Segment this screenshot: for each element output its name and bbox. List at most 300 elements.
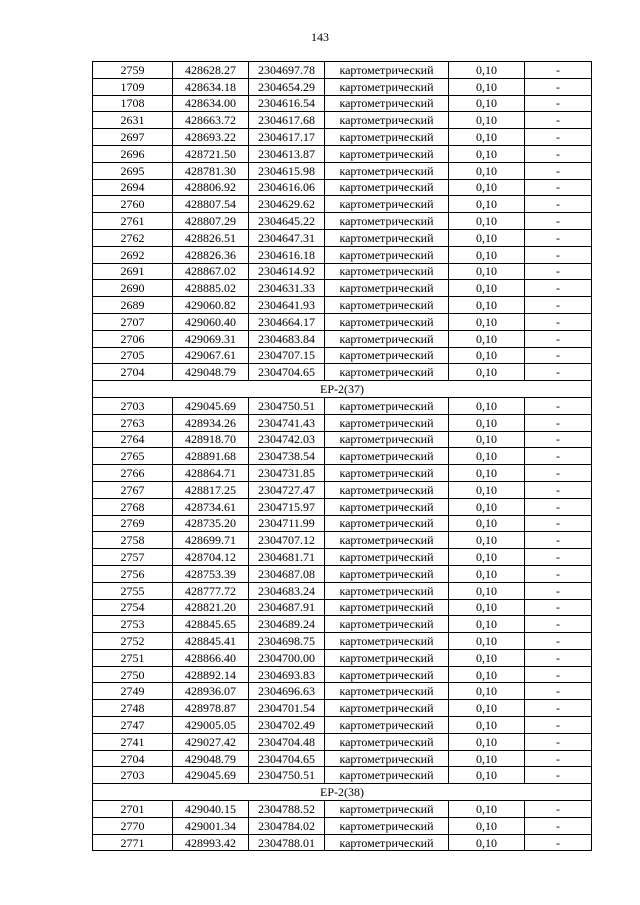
x-coordinate-cell: 428821.20	[173, 599, 249, 616]
x-coordinate-cell: 428721.50	[173, 145, 249, 162]
description-cell: -	[525, 565, 592, 582]
y-coordinate-cell: 2304687.08	[249, 565, 325, 582]
y-coordinate-cell: 2304788.52	[249, 801, 325, 818]
description-cell: -	[525, 414, 592, 431]
method-cell: картометрический	[325, 196, 449, 213]
table-row	[93, 750, 592, 767]
description-cell: -	[525, 448, 592, 465]
point-id-cell: 2706	[93, 330, 173, 347]
method-cell: картометрический	[325, 213, 449, 230]
x-coordinate-cell: 428634.00	[173, 95, 249, 112]
y-coordinate-cell: 2304742.03	[249, 431, 325, 448]
accuracy-cell: 0,10	[449, 414, 525, 431]
y-coordinate-cell: 2304617.17	[249, 129, 325, 146]
x-coordinate-cell: 429048.79	[173, 750, 249, 767]
description-cell: -	[525, 515, 592, 532]
table-row	[93, 330, 592, 347]
x-coordinate-cell: 428699.71	[173, 532, 249, 549]
description-cell: -	[525, 767, 592, 784]
section-header-row	[93, 784, 592, 801]
x-coordinate-cell: 428807.54	[173, 196, 249, 213]
description-cell: -	[525, 616, 592, 633]
point-id-cell: 2763	[93, 414, 173, 431]
point-id-cell: 2760	[93, 196, 173, 213]
x-coordinate-cell: 428693.22	[173, 129, 249, 146]
method-cell: картометрический	[325, 229, 449, 246]
y-coordinate-cell: 2304704.65	[249, 750, 325, 767]
y-coordinate-cell: 2304647.31	[249, 229, 325, 246]
section-title: ЕР-2(38)	[93, 784, 592, 801]
accuracy-cell: 0,10	[449, 481, 525, 498]
description-cell: -	[525, 733, 592, 750]
method-cell: картометрический	[325, 280, 449, 297]
y-coordinate-cell: 2304616.18	[249, 246, 325, 263]
x-coordinate-cell: 429001.34	[173, 817, 249, 834]
table-row	[93, 498, 592, 515]
description-cell: -	[525, 78, 592, 95]
y-coordinate-cell: 2304629.62	[249, 196, 325, 213]
description-cell: -	[525, 179, 592, 196]
table-row	[93, 465, 592, 482]
accuracy-cell: 0,10	[449, 297, 525, 314]
coordinates-table-body	[93, 62, 592, 851]
x-coordinate-cell: 429045.69	[173, 767, 249, 784]
x-coordinate-cell: 429060.40	[173, 313, 249, 330]
x-coordinate-cell: 428845.41	[173, 633, 249, 650]
table-row	[93, 717, 592, 734]
method-cell: картометрический	[325, 297, 449, 314]
x-coordinate-cell: 429067.61	[173, 347, 249, 364]
method-cell: картометрический	[325, 465, 449, 482]
y-coordinate-cell: 2304645.22	[249, 213, 325, 230]
accuracy-cell: 0,10	[449, 229, 525, 246]
table-row	[93, 364, 592, 381]
point-id-cell: 2758	[93, 532, 173, 549]
point-id-cell: 2759	[93, 62, 173, 79]
table-row	[93, 414, 592, 431]
x-coordinate-cell: 428735.20	[173, 515, 249, 532]
method-cell: картометрический	[325, 767, 449, 784]
description-cell: -	[525, 112, 592, 129]
accuracy-cell: 0,10	[449, 330, 525, 347]
method-cell: картометрический	[325, 145, 449, 162]
y-coordinate-cell: 2304696.63	[249, 683, 325, 700]
description-cell: -	[525, 145, 592, 162]
point-id-cell: 2751	[93, 649, 173, 666]
x-coordinate-cell: 428704.12	[173, 549, 249, 566]
table-row	[93, 549, 592, 566]
method-cell: картометрический	[325, 62, 449, 79]
description-cell: -	[525, 700, 592, 717]
description-cell: -	[525, 582, 592, 599]
accuracy-cell: 0,10	[449, 750, 525, 767]
x-coordinate-cell: 428826.36	[173, 246, 249, 263]
x-coordinate-cell: 428885.02	[173, 280, 249, 297]
description-cell: -	[525, 599, 592, 616]
x-coordinate-cell: 428817.25	[173, 481, 249, 498]
x-coordinate-cell: 428826.51	[173, 229, 249, 246]
point-id-cell: 2770	[93, 817, 173, 834]
y-coordinate-cell: 2304707.15	[249, 347, 325, 364]
accuracy-cell: 0,10	[449, 498, 525, 515]
point-id-cell: 1709	[93, 78, 173, 95]
accuracy-cell: 0,10	[449, 95, 525, 112]
method-cell: картометрический	[325, 666, 449, 683]
table-row	[93, 78, 592, 95]
description-cell: -	[525, 465, 592, 482]
table-row	[93, 801, 592, 818]
method-cell: картометрический	[325, 683, 449, 700]
y-coordinate-cell: 2304613.87	[249, 145, 325, 162]
x-coordinate-cell: 429040.15	[173, 801, 249, 818]
table-row	[93, 616, 592, 633]
method-cell: картометрический	[325, 162, 449, 179]
y-coordinate-cell: 2304727.47	[249, 481, 325, 498]
point-id-cell: 2741	[93, 733, 173, 750]
table-row	[93, 649, 592, 666]
table-row	[93, 431, 592, 448]
accuracy-cell: 0,10	[449, 767, 525, 784]
accuracy-cell: 0,10	[449, 700, 525, 717]
table-row	[93, 633, 592, 650]
accuracy-cell: 0,10	[449, 280, 525, 297]
point-id-cell: 2748	[93, 700, 173, 717]
description-cell: -	[525, 717, 592, 734]
x-coordinate-cell: 429027.42	[173, 733, 249, 750]
method-cell: картометрический	[325, 129, 449, 146]
accuracy-cell: 0,10	[449, 616, 525, 633]
point-id-cell: 2765	[93, 448, 173, 465]
y-coordinate-cell: 2304616.54	[249, 95, 325, 112]
accuracy-cell: 0,10	[449, 78, 525, 95]
accuracy-cell: 0,10	[449, 246, 525, 263]
method-cell: картометрический	[325, 817, 449, 834]
x-coordinate-cell: 429005.05	[173, 717, 249, 734]
x-coordinate-cell: 428866.40	[173, 649, 249, 666]
accuracy-cell: 0,10	[449, 145, 525, 162]
accuracy-cell: 0,10	[449, 313, 525, 330]
x-coordinate-cell: 429048.79	[173, 364, 249, 381]
method-cell: картометрический	[325, 397, 449, 414]
method-cell: картометрический	[325, 179, 449, 196]
description-cell: -	[525, 666, 592, 683]
method-cell: картометрический	[325, 733, 449, 750]
x-coordinate-cell: 429045.69	[173, 397, 249, 414]
method-cell: картометрический	[325, 582, 449, 599]
point-id-cell: 2762	[93, 229, 173, 246]
table-row	[93, 112, 592, 129]
table-row	[93, 515, 592, 532]
accuracy-cell: 0,10	[449, 582, 525, 599]
table-row	[93, 347, 592, 364]
point-id-cell: 2767	[93, 481, 173, 498]
table-row	[93, 179, 592, 196]
table-row	[93, 733, 592, 750]
description-cell: -	[525, 129, 592, 146]
point-id-cell: 2707	[93, 313, 173, 330]
description-cell: -	[525, 397, 592, 414]
accuracy-cell: 0,10	[449, 633, 525, 650]
table-row	[93, 162, 592, 179]
y-coordinate-cell: 2304707.12	[249, 532, 325, 549]
point-id-cell: 2696	[93, 145, 173, 162]
description-cell: -	[525, 229, 592, 246]
method-cell: картометрический	[325, 313, 449, 330]
table-row	[93, 599, 592, 616]
point-id-cell: 2755	[93, 582, 173, 599]
point-id-cell: 2691	[93, 263, 173, 280]
y-coordinate-cell: 2304784.02	[249, 817, 325, 834]
point-id-cell: 2703	[93, 767, 173, 784]
point-id-cell: 2701	[93, 801, 173, 818]
point-id-cell: 2689	[93, 297, 173, 314]
description-cell: -	[525, 162, 592, 179]
x-coordinate-cell: 428934.26	[173, 414, 249, 431]
section-title: ЕР-2(37)	[93, 381, 592, 398]
accuracy-cell: 0,10	[449, 129, 525, 146]
method-cell: картометрический	[325, 112, 449, 129]
method-cell: картометрический	[325, 414, 449, 431]
point-id-cell: 2703	[93, 397, 173, 414]
accuracy-cell: 0,10	[449, 817, 525, 834]
table-row	[93, 565, 592, 582]
description-cell: -	[525, 297, 592, 314]
y-coordinate-cell: 2304700.00	[249, 649, 325, 666]
x-coordinate-cell: 428777.72	[173, 582, 249, 599]
x-coordinate-cell: 428845.65	[173, 616, 249, 633]
coordinates-table	[92, 61, 592, 851]
method-cell: картометрический	[325, 565, 449, 582]
y-coordinate-cell: 2304750.51	[249, 397, 325, 414]
y-coordinate-cell: 2304741.43	[249, 414, 325, 431]
method-cell: картометрический	[325, 532, 449, 549]
description-cell: -	[525, 263, 592, 280]
point-id-cell: 2756	[93, 565, 173, 582]
point-id-cell: 2692	[93, 246, 173, 263]
table-row	[93, 213, 592, 230]
table-row	[93, 817, 592, 834]
y-coordinate-cell: 2304641.93	[249, 297, 325, 314]
accuracy-cell: 0,10	[449, 565, 525, 582]
method-cell: картометрический	[325, 330, 449, 347]
point-id-cell: 2771	[93, 834, 173, 851]
method-cell: картометрический	[325, 801, 449, 818]
x-coordinate-cell: 428663.72	[173, 112, 249, 129]
x-coordinate-cell: 428864.71	[173, 465, 249, 482]
method-cell: картометрический	[325, 717, 449, 734]
section-header-row	[93, 381, 592, 398]
method-cell: картометрический	[325, 633, 449, 650]
description-cell: -	[525, 649, 592, 666]
point-id-cell: 2761	[93, 213, 173, 230]
point-id-cell: 2757	[93, 549, 173, 566]
y-coordinate-cell: 2304616.06	[249, 179, 325, 196]
y-coordinate-cell: 2304693.83	[249, 666, 325, 683]
point-id-cell: 2704	[93, 364, 173, 381]
description-cell: -	[525, 683, 592, 700]
accuracy-cell: 0,10	[449, 263, 525, 280]
x-coordinate-cell: 428781.30	[173, 162, 249, 179]
y-coordinate-cell: 2304702.49	[249, 717, 325, 734]
point-id-cell: 2704	[93, 750, 173, 767]
y-coordinate-cell: 2304698.75	[249, 633, 325, 650]
table-row	[93, 95, 592, 112]
point-id-cell: 2690	[93, 280, 173, 297]
table-row	[93, 313, 592, 330]
y-coordinate-cell: 2304687.91	[249, 599, 325, 616]
x-coordinate-cell: 429069.31	[173, 330, 249, 347]
y-coordinate-cell: 2304701.54	[249, 700, 325, 717]
table-row	[93, 263, 592, 280]
description-cell: -	[525, 347, 592, 364]
page-number: 143	[311, 30, 329, 44]
method-cell: картометрический	[325, 549, 449, 566]
point-id-cell: 2754	[93, 599, 173, 616]
y-coordinate-cell: 2304788.01	[249, 834, 325, 851]
point-id-cell: 2764	[93, 431, 173, 448]
table-row	[93, 700, 592, 717]
accuracy-cell: 0,10	[449, 599, 525, 616]
accuracy-cell: 0,10	[449, 196, 525, 213]
table-row	[93, 834, 592, 851]
y-coordinate-cell: 2304683.24	[249, 582, 325, 599]
table-row	[93, 280, 592, 297]
point-id-cell: 2695	[93, 162, 173, 179]
description-cell: -	[525, 817, 592, 834]
method-cell: картометрический	[325, 599, 449, 616]
point-id-cell: 2768	[93, 498, 173, 515]
y-coordinate-cell: 2304711.99	[249, 515, 325, 532]
table-row	[93, 481, 592, 498]
method-cell: картометрический	[325, 263, 449, 280]
method-cell: картометрический	[325, 834, 449, 851]
table-row	[93, 246, 592, 263]
method-cell: картометрический	[325, 95, 449, 112]
x-coordinate-cell: 428807.29	[173, 213, 249, 230]
point-id-cell: 2631	[93, 112, 173, 129]
y-coordinate-cell: 2304715.97	[249, 498, 325, 515]
accuracy-cell: 0,10	[449, 364, 525, 381]
method-cell: картометрический	[325, 431, 449, 448]
table-row	[93, 448, 592, 465]
x-coordinate-cell: 428993.42	[173, 834, 249, 851]
method-cell: картометрический	[325, 448, 449, 465]
point-id-cell: 2769	[93, 515, 173, 532]
description-cell: -	[525, 801, 592, 818]
description-cell: -	[525, 313, 592, 330]
method-cell: картометрический	[325, 481, 449, 498]
accuracy-cell: 0,10	[449, 62, 525, 79]
x-coordinate-cell: 428634.18	[173, 78, 249, 95]
description-cell: -	[525, 364, 592, 381]
accuracy-cell: 0,10	[449, 465, 525, 482]
description-cell: -	[525, 532, 592, 549]
accuracy-cell: 0,10	[449, 801, 525, 818]
method-cell: картометрический	[325, 616, 449, 633]
table-row	[93, 767, 592, 784]
table-row	[93, 145, 592, 162]
x-coordinate-cell: 428753.39	[173, 565, 249, 582]
method-cell: картометрический	[325, 498, 449, 515]
table-row	[93, 62, 592, 79]
description-cell: -	[525, 431, 592, 448]
y-coordinate-cell: 2304683.84	[249, 330, 325, 347]
method-cell: картометрический	[325, 750, 449, 767]
table-row	[93, 532, 592, 549]
table-row	[93, 666, 592, 683]
accuracy-cell: 0,10	[449, 683, 525, 700]
method-cell: картометрический	[325, 246, 449, 263]
y-coordinate-cell: 2304614.92	[249, 263, 325, 280]
point-id-cell: 2752	[93, 633, 173, 650]
point-id-cell: 1708	[93, 95, 173, 112]
description-cell: -	[525, 196, 592, 213]
x-coordinate-cell: 428936.07	[173, 683, 249, 700]
x-coordinate-cell: 428867.02	[173, 263, 249, 280]
x-coordinate-cell: 428918.70	[173, 431, 249, 448]
accuracy-cell: 0,10	[449, 397, 525, 414]
point-id-cell: 2749	[93, 683, 173, 700]
x-coordinate-cell: 428891.68	[173, 448, 249, 465]
point-id-cell: 2705	[93, 347, 173, 364]
accuracy-cell: 0,10	[449, 649, 525, 666]
y-coordinate-cell: 2304664.17	[249, 313, 325, 330]
accuracy-cell: 0,10	[449, 733, 525, 750]
table-row	[93, 582, 592, 599]
description-cell: -	[525, 62, 592, 79]
description-cell: -	[525, 213, 592, 230]
accuracy-cell: 0,10	[449, 431, 525, 448]
table-row	[93, 683, 592, 700]
description-cell: -	[525, 498, 592, 515]
y-coordinate-cell: 2304738.54	[249, 448, 325, 465]
method-cell: картометрический	[325, 649, 449, 666]
table-row	[93, 196, 592, 213]
description-cell: -	[525, 750, 592, 767]
point-id-cell: 2694	[93, 179, 173, 196]
description-cell: -	[525, 330, 592, 347]
accuracy-cell: 0,10	[449, 347, 525, 364]
x-coordinate-cell: 428734.61	[173, 498, 249, 515]
table-row	[93, 129, 592, 146]
y-coordinate-cell: 2304615.98	[249, 162, 325, 179]
description-cell: -	[525, 95, 592, 112]
description-cell: -	[525, 549, 592, 566]
method-cell: картометрический	[325, 364, 449, 381]
y-coordinate-cell: 2304681.71	[249, 549, 325, 566]
table-row	[93, 297, 592, 314]
accuracy-cell: 0,10	[449, 179, 525, 196]
accuracy-cell: 0,10	[449, 834, 525, 851]
description-cell: -	[525, 633, 592, 650]
y-coordinate-cell: 2304689.24	[249, 616, 325, 633]
method-cell: картометрический	[325, 515, 449, 532]
method-cell: картометрический	[325, 347, 449, 364]
point-id-cell: 2747	[93, 717, 173, 734]
point-id-cell: 2766	[93, 465, 173, 482]
accuracy-cell: 0,10	[449, 532, 525, 549]
method-cell: картометрический	[325, 700, 449, 717]
point-id-cell: 2697	[93, 129, 173, 146]
accuracy-cell: 0,10	[449, 112, 525, 129]
y-coordinate-cell: 2304617.68	[249, 112, 325, 129]
accuracy-cell: 0,10	[449, 717, 525, 734]
y-coordinate-cell: 2304697.78	[249, 62, 325, 79]
y-coordinate-cell: 2304731.85	[249, 465, 325, 482]
accuracy-cell: 0,10	[449, 666, 525, 683]
description-cell: -	[525, 246, 592, 263]
y-coordinate-cell: 2304704.48	[249, 733, 325, 750]
